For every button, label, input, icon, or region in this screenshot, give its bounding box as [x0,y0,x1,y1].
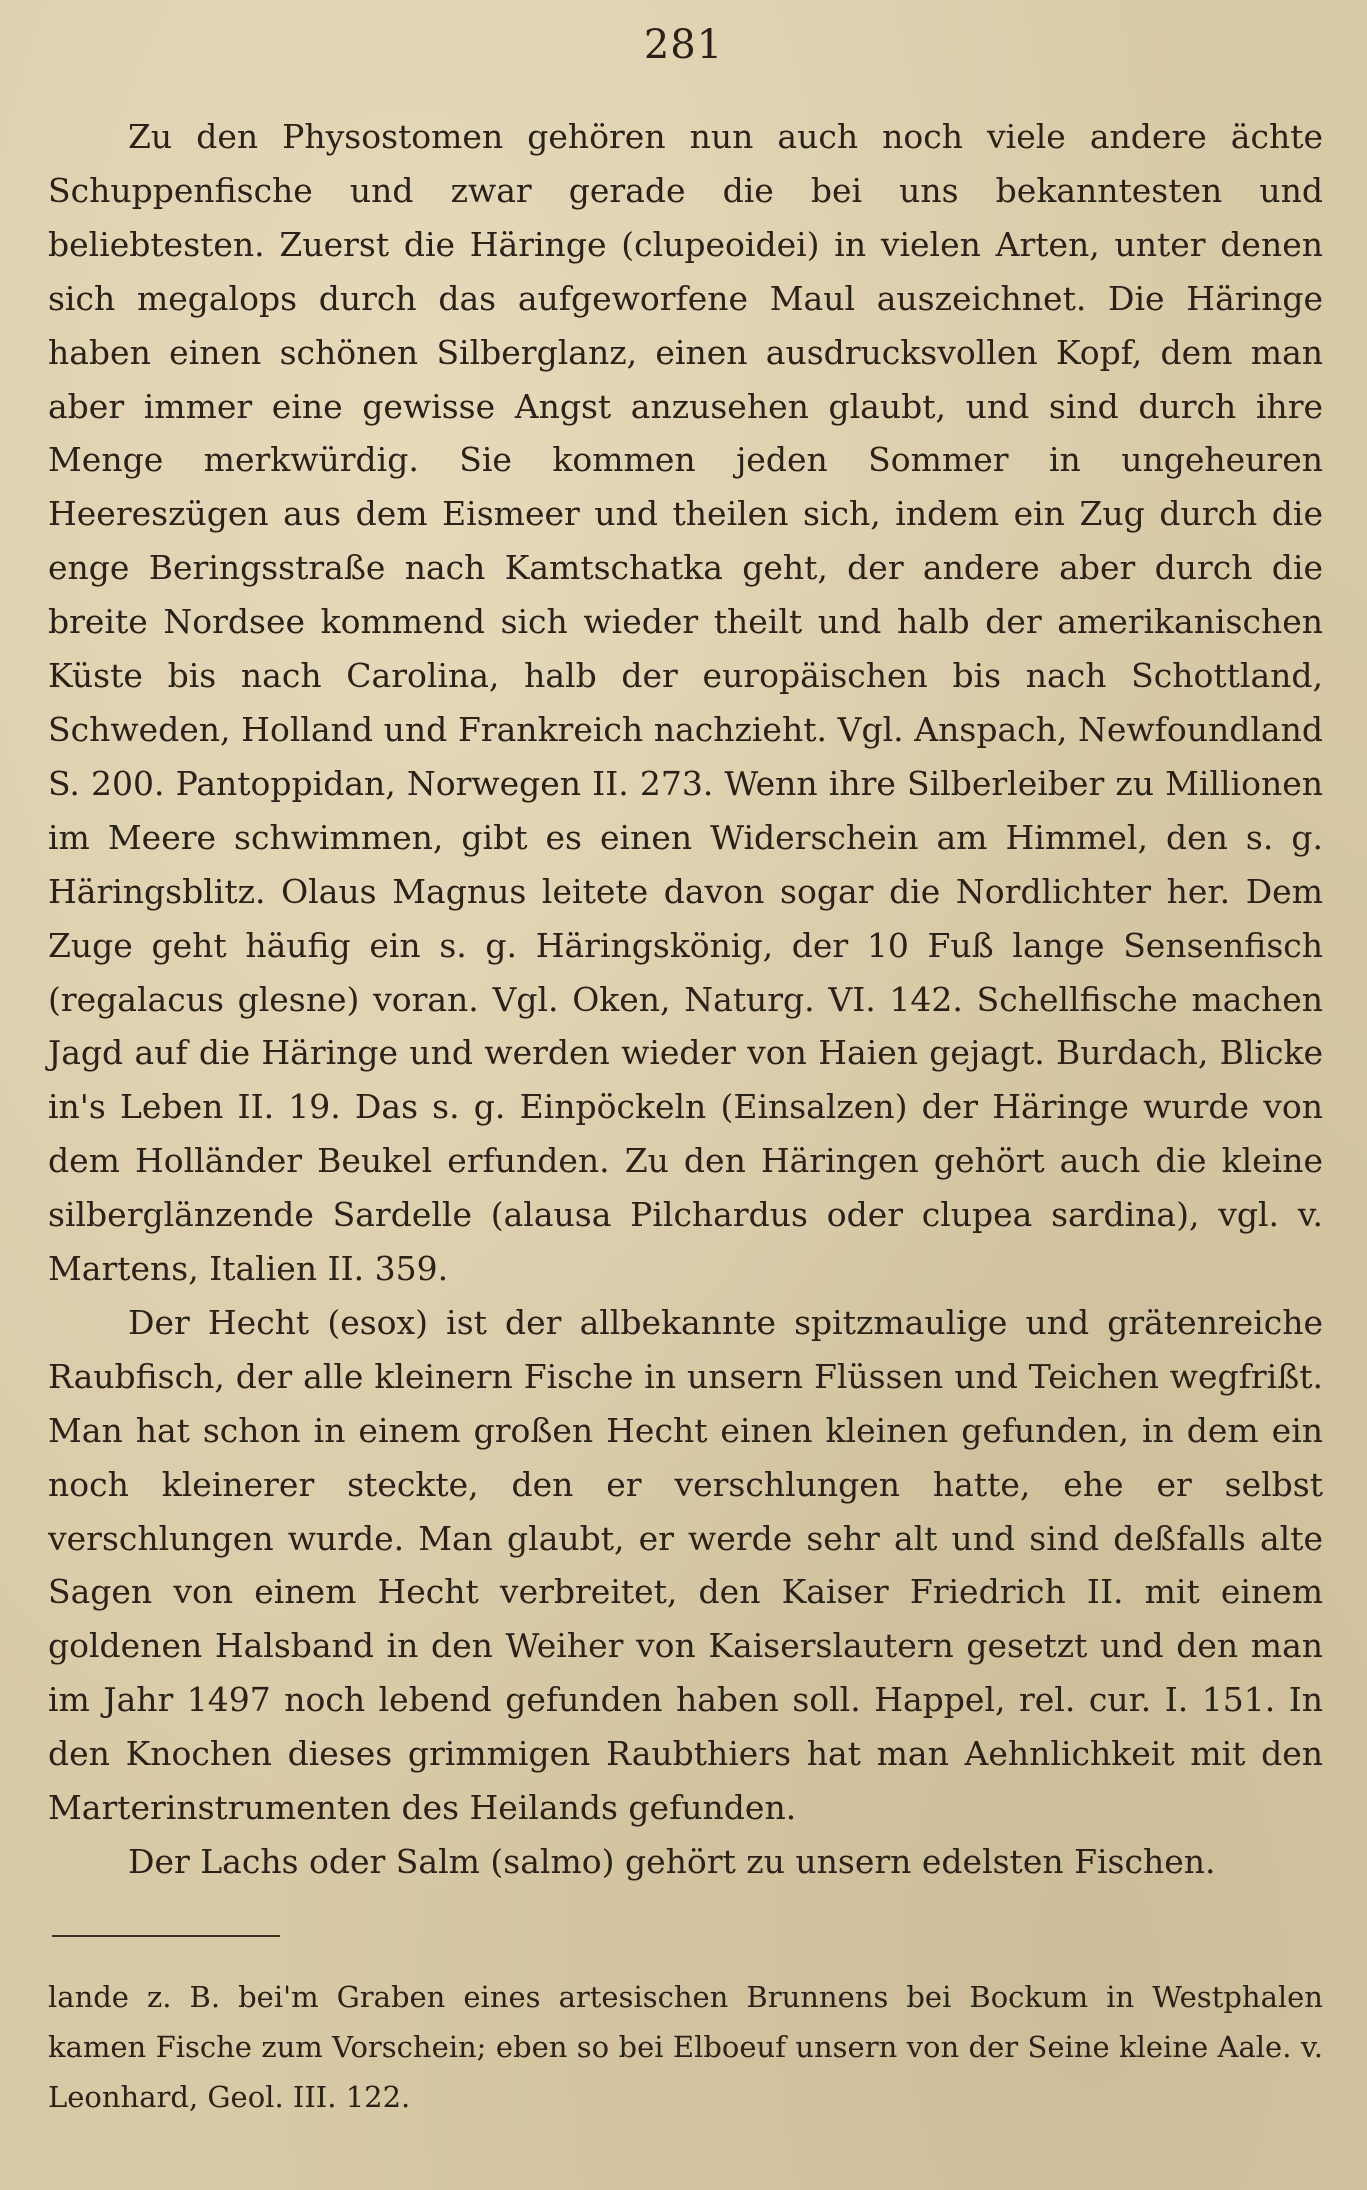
main-text [48,110,1323,1889]
footnote [48,1972,1323,2122]
paragraph-herring: Zu den Physostomen gehören nun auch noch viele andere ächte Schuppenfische und zwar gerade die bei uns bekanntesten und beliebtesten. Zuerst die Häringe (clupeoidei) in vielen Arten, unter denen sich megalops durch das aufgeworfene Maul auszeichnet. Die Häringe haben einen schönen Silberglanz, einen ausdrucksvollen Kopf, dem man aber immer eine gewisse Angst anzusehen glaubt, und sind durch ihre Menge merkwürdig. Sie kommen jeden Sommer in ungeheuren Heereszügen aus dem Eismeer und theilen sich, indem ein Zug durch die enge Beringsstraße nach Kamtschatka geht, der andere aber durch die breite Nordsee kommend sich wieder theilt und halb der amerikanischen Küste bis nach Carolina, halb der europäischen bis nach Schottland, Schweden, Holland und Frankreich nachzieht. Vgl. Anspach, Newfoundland S. 200. Pantoppidan, Norwegen II. 273. Wenn ihre Silberleiber zu Millionen im Meere schwimmen, gibt es einen Widerschein am Himmel, den s. g. Häringsblitz. Olaus Magnus leitete davon sogar die Nordlichter her. Dem Zuge geht häufig ein s. g. Häringskönig, der 10 Fuß lange Sensenfisch (regalacus glesne) voran. Vgl. Oken, Naturg. VI. 142. Schellfische machen Jagd auf die Häringe und werden wieder von Haien gejagt. Burdach, Blicke in's Leben II. 19. Das s. g. Einpöckeln (Einsalzen) der Häringe wurde von dem Holländer Beukel erfunden. Zu den Häringen gehört auch die kleine silberglänzende Sardelle (alausa Pilchardus oder clupea sardina), vgl. v. Martens, Italien II. 359. [48,117,1323,1289]
footnote-divider [52,1935,280,1937]
paragraph-salmon: Der Lachs oder Salm (salmo) gehört zu unsern edelsten Fischen. [128,1842,1216,1881]
footnote-text: lande z. B. bei'm Graben eines artesischen Brunnens bei Bockum in Westphalen kamen Fische zum Vorschein; eben so bei Elboeuf unsern von der Seine kleine Aale. v. Leonhard, Geol. III. 122. [48,1980,1323,2114]
page-number: 281 [643,22,724,68]
paragraph-pike: Der Hecht (esox) ist der allbekannte spitzmaulige und grätenreiche Raubfisch, der alle kleinern Fische in unsern Flüssen und Teichen wegfrißt. Man hat schon in einem großen Hecht einen kleinen gefunden, in dem ein noch kleinerer steckte, den er verschlungen hatte, ehe er selbst verschlungen wurde. Man glaubt, er werde sehr alt und sind deßfalls alte Sagen von einem Hecht verbreitet, den Kaiser Friedrich II. mit einem goldenen Halsband in den Weiher von Kaiserslautern gesetzt und den man im Jahr 1497 noch lebend gefunden haben soll. Happel, rel. cur. I. 151. In den Knochen dieses grimmigen Raubthiers hat man Aehnlichkeit mit den Marterinstrumenten des Heilands gefunden. [48,1302,1323,1828]
